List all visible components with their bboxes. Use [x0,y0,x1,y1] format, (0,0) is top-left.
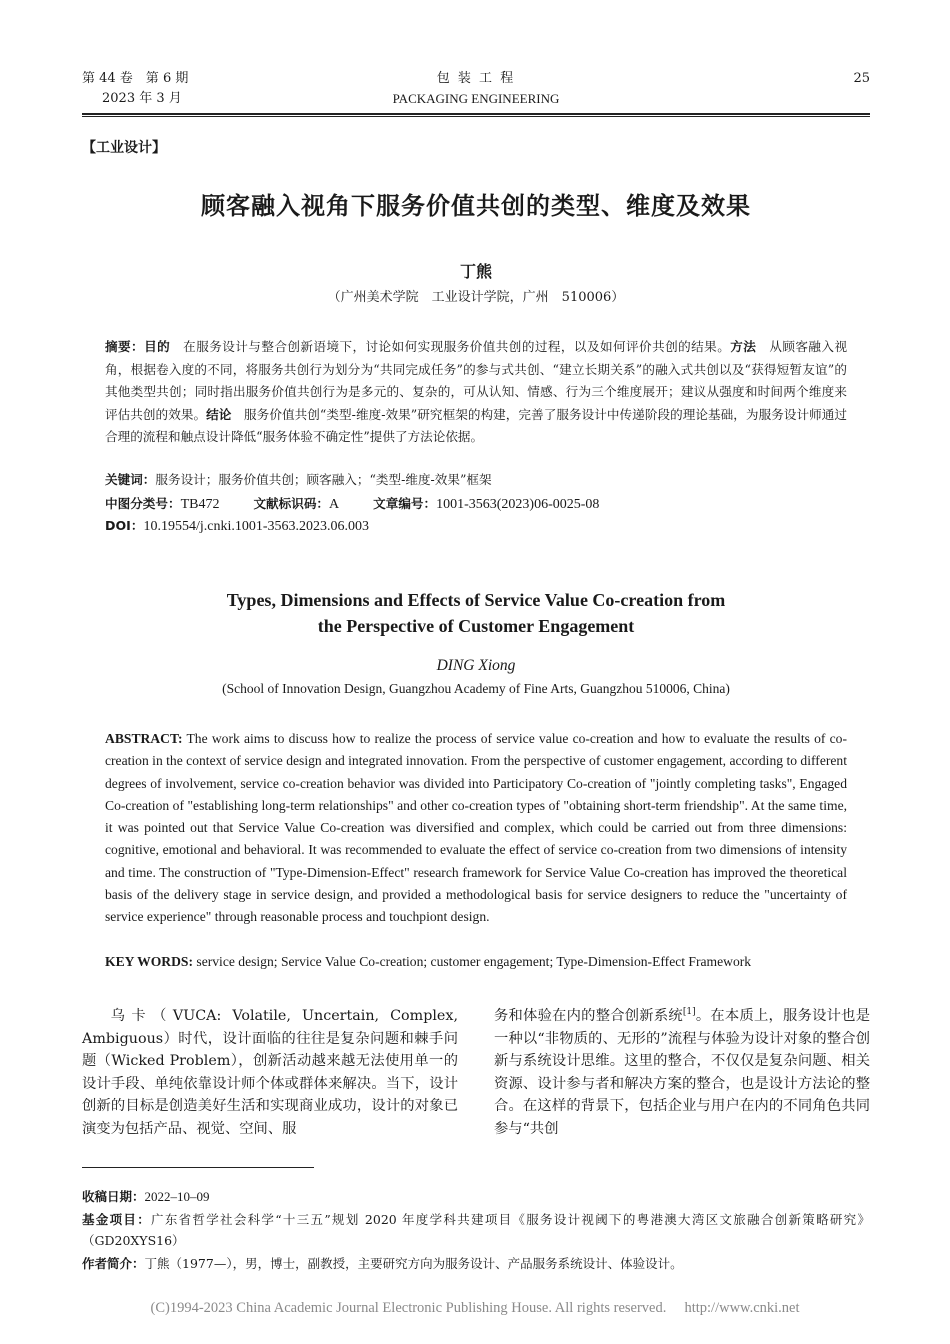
doi-label: DOI： [105,518,144,533]
reference-marker[interactable]: [1] [682,1007,696,1017]
doc-code-value: A [329,497,340,512]
author-en: DING Xiong [436,657,516,674]
affiliation-cn: （广州美术学院 工业设计学院，广州 510006） [327,290,625,305]
paper-title-en [82,587,870,639]
fund-value: 广东省哲学社会科学“十三五”规划 2020 年度学科共建项目《服务设计视阈下的粤港澳大湾区文旅融合创新策略研究》（GD20XYS16） [82,1212,870,1248]
abstract-en-text: The work aims to discuss how to realize the process of service value co-creation and how to evaluate the results of co-creation in the context of service design and integrated innovation. From the perspective of customer engagement, according to different degrees of involvement, service co-creation behavior was divided into Participatory Co-creation of "jointly completing tasks", Engaged Co-creation of "establishing long-term relationships" and other co-creation types of "obtaining short-term friendship". At the same time, it was pointed out that Service Value Co-creation was diversified and complex, which could be carried out from three dimensions: cognitive, emotional and behavioral. It was recommended to evaluate the effect of service co-creation from two dimensions of intensity and time. The construction of "Type-Dimension-Effect" research framework for Service Value Co-creation has improved the theoretical basis of the delivery stage in service design, and provided a methodological basis for service designers to reduce the "uncertainty of service experience" through reasonable process and touchpiont design. [105,731,847,925]
keywords-en [105,952,847,972]
issue-date: 2023 年 3 月 [102,91,182,106]
fund-label: 基金项目： [82,1212,152,1227]
doc-code-label: 文献标识码： [253,496,330,511]
method-text: 从顾客融入视角，根据卷入度的不同，将服务共创行为划分为“共同完成任务”的参与式共创、“建立长期关系”的融入式共创以及“获得短暂友谊”的其他类型共创；同时指出服务价值共创行为是多元的、复杂的，可从认知、情感、行为三个维度展开；建议从强度和时间两个维度来评估共创的效果。 [105,339,848,422]
keywords-cn [105,470,492,490]
paper-title-en-line1: Types, Dimensions and Effects of Service Value Co-creation from [226,590,726,610]
purpose-label: 目的 [144,339,171,354]
article-number-label: 文章编号： [373,496,437,511]
volume-issue: 第 44 卷 第 6 期 [82,71,189,86]
affiliation-en: (School of Innovation Design, Guangzhou Academy of Fine Arts, Guangzhou 510006, China) [222,681,730,696]
body-right-text-b: 。在本质上，服务设计也是一种以“非物质的、无形的”流程与体验为设计对象的整合创新与系统设计思维。这里的整合，不仅仅是复杂问题、相关资源、设计参与者和解决方案的整合，也是设计方法论的整合。在这样的背景下，包括企业与用户在内的不同角色共同参与“共创 [494,1008,870,1137]
page-number: 25 [853,71,870,86]
header-rule-thin [82,116,870,117]
keywords-en-text: service design; Service Value Co-creation; customer engagement; Type-Dimension-Effect Framework [193,954,752,969]
keywords-cn-text: 服务设计；服务价值共创；顾客融入；“类型-维度-效果”框架 [155,472,492,487]
clc-label: 中图分类号： [105,496,181,511]
doi-value[interactable]: 10.19554/j.cnki.1001-3563.2023.06.003 [143,519,369,534]
paper-title-en-line2: the Perspective of Customer Engagement [317,616,635,636]
keywords-en-label: KEY WORDS: [105,954,193,969]
paper-title-cn: 顾客融入视角下服务价值共创的类型、维度及效果 [201,192,751,220]
clc-value: TB472 [180,497,220,512]
bio-value: 丁熊（1977—），男，博士，副教授，主要研究方向为服务设计、产品服务系统设计、体验设计。 [144,1256,683,1271]
column-tag: 【工业设计】 [82,140,166,156]
footnote-author-bio [82,1253,870,1274]
purpose-text: 在服务设计与整合创新语境下，讨论如何实现服务价值共创的过程，以及如何评价共创的结果。 [170,339,731,354]
copyright-watermark: (C)1994-2023 China Academic Journal Electronic Publishing House. All rights reserved. http://www.cnki.net [150,1300,800,1316]
article-number-value: 1001-3563(2023)06-0025-08 [436,497,600,512]
body-column-left: 乌卡（VUCA: Volatile, Uncertain, Complex, Ambiguous）时代，设计面临的往往是复杂问题和棘手问题（Wicked Problem），创新活动越来越无法使用单一的设计手段、单纯依靠设计师个体或群体来解决。当下，设计创新的目标是创造美好生活和实现商业成功，设计的对象已演变为包括产品、视觉、空间、服 [82,1008,458,1137]
classification-line [105,494,599,515]
abstract-cn-label: 摘要： [105,339,145,354]
abstract-en [105,728,847,929]
author-cn: 丁熊 [459,262,492,281]
header-rule-thick [82,113,870,115]
conclusion-text: 服务价值共创“类型-维度-效果”研究框架的构建，完善了服务设计中传递阶段的理论基础，为服务设计师通过合理的流程和触点设计降低“服务体验不确定性”提供了方法论依据。 [105,406,848,444]
journal-name-cn: 包 装 工 程 [436,71,516,86]
bio-label: 作者简介： [82,1256,145,1271]
method-label: 方法 [730,339,757,354]
abstract-cn [105,336,847,449]
body-column-right [494,1005,870,1141]
abstract-en-label: ABSTRACT: [105,731,183,746]
conclusion-label: 结论 [206,406,232,422]
footnote-received [82,1186,870,1207]
keywords-cn-label: 关键词： [105,472,156,487]
body-right-text-a: 务和体验在内的整合创新系统 [494,1008,683,1024]
doi-line [105,516,369,537]
footnote-fund [82,1209,870,1251]
footnote-rule [82,1167,314,1168]
journal-name-en: PACKAGING ENGINEERING [392,91,560,106]
received-value: 2022–10–09 [144,1189,210,1204]
received-label: 收稿日期： [82,1189,145,1204]
